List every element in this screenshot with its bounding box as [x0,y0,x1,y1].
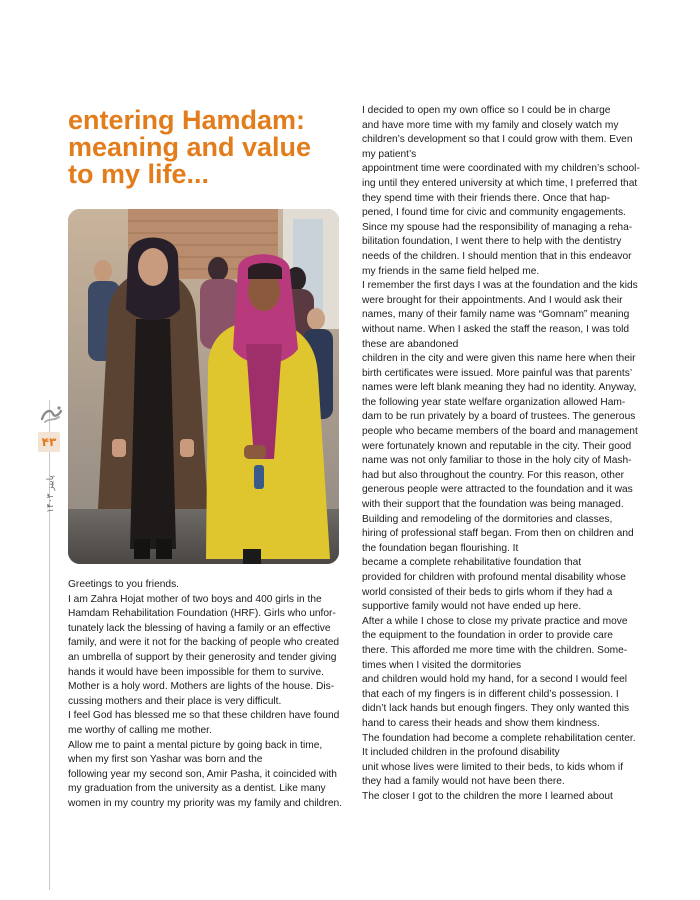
text-line: After a while I chose to close my private practice and move [362,615,628,627]
text-line: they spend time with their friends there. Once that hap- [362,192,611,204]
text-line: and children would hold my hand, for a second I would feel [362,674,628,686]
text-line: my graduation from the university as a dentist. Like many [68,783,326,795]
text-line: Mother is a holy word. Mothers are lights of the house. Dis- [68,681,335,693]
text-line: Since my spouse had the responsibility of managing a reha- [362,221,633,233]
issue-date: پاییز ۱۴۰۳ [46,475,56,513]
text-line: bilitation foundation, I went there to help with the dentistry [362,236,622,248]
text-line: the following year state welfare organization allowed Ham- [362,396,626,408]
text-line: family, and were it not for the backing of people who created [68,637,340,649]
title-line: entering Hamdam: [68,105,306,135]
text-line: the foundation began flourishing. It [362,542,519,554]
text-line: following year my second son, Amir Pasha, it coincided with [68,768,337,780]
title-line: to my life... [68,159,210,189]
text-line: my friends in the same field helped me. [362,265,540,277]
text-line: without name. When I asked the staff the reason, I was told [362,323,630,335]
text-line: tunately lack the blessing of having a family or an effective [68,622,331,634]
text-line: that each of my fingers is in different child’s possession. I [362,688,619,700]
text-line: I remember the first days I was at the foundation and the kids [362,280,638,292]
left-column [68,578,353,812]
text-line: with their support that the foundation was being managed. [362,499,624,511]
photo-of-women-at-foundation [68,209,339,564]
text-line: became a complete rehabilitative foundation that [362,557,582,569]
text-line: Building and remodeling of the dormitories and classes, [362,513,613,525]
text-line: world consisted of their beds to girls whom if they had a [362,586,613,598]
text-line: provided for children with profound mental disability whose [362,572,626,583]
text-line: names, many of their family name was “Gomnam” meaning [362,309,630,321]
text-line: me worthy of calling me mother. [68,724,212,736]
text-line: names were left blank meaning they had no identity. Anyway, [362,382,637,394]
text-line: an umbrella of support by their generosity and tender giving [68,651,337,663]
text-line: and have more time with my family and closely watch my [362,119,619,131]
text-line: The closer I got to the children the more I learned about [362,790,613,802]
page-number: ۴۳ [38,432,60,452]
text-line: unit whose lives were limited to their beds, to kids whom if [362,761,624,773]
article-photo [68,209,339,564]
text-line: generous people were attracted to the foundation and it was [362,484,633,496]
text-line: women in my country my priority was my family and children. [68,797,343,809]
text-line: I decided to open my own office so I could be in charge [362,105,611,116]
text-line: times when I visited the dormitories [362,659,522,671]
article-title [68,107,353,188]
text-line: The foundation had become a complete rehabilitation center. [362,732,636,744]
text-line: hiring of professional staff began. From then on children and [362,528,634,540]
title-line: meaning and value [68,132,312,162]
text-line: appointment time were coordinated with my children’s school- [362,163,640,175]
text-line: birth certificates were issued. More painful was that parents’ [362,367,633,379]
text-line: It included children in the profound disability [362,747,560,759]
text-line: people who became members of the board and management [362,426,638,438]
text-line: pened, I found time for civic and community engagements. [362,207,626,219]
text-line: children in the city and were given this name here when their [362,353,636,365]
text-line: when my first son Yashar was born and the [68,754,263,766]
text-line: I am Zahra Hojat mother of two boys and 400 girls in the [68,593,322,605]
text-line: they had a family would not have been there. [362,776,565,788]
text-line: ing until they entered university at which time, I preferred that [362,177,638,189]
text-line: children’s development so that I could grow with them. Even [362,134,633,146]
text-line: there. This afforded me more time with the children. Some- [362,644,628,656]
text-line: dam to be run privately by a board of trustees. The generous [362,411,636,423]
text-line: my patient’s [362,148,417,160]
text-line: I feel God has blessed me so that these children have found [68,710,340,722]
text-line: cussing mothers and their place is very difficult. [68,695,282,707]
text-line: needs of the children. I should mention that in this endeavor [362,250,632,262]
text-line: name was not only familiar to those in the holy city of Mash- [362,455,632,467]
text-line: hands it would have been impossible for them to survive. [68,666,324,678]
text-line: were brought for their appointments. And I would ask their [362,294,623,306]
text-line: supportive family would not have ended up here. [362,601,582,613]
text-line: these are abandoned [362,338,459,350]
text-line: didn’t lack hands but enough fingers. They only wanted this [362,703,630,715]
hamdam-magazine-logo-icon [39,404,65,426]
text-line: Greetings to you friends. [68,579,179,590]
right-column [362,104,662,805]
text-line: the equipment to the foundation in order to provide care [362,630,613,642]
text-line: were fortunately known and reputable in the city. Their good [362,440,632,452]
text-line: had but also throughout the country. For this reason, other [362,469,625,481]
text-line: hand to caress their heads and show them kindness. [362,717,600,729]
text-line: Allow me to paint a mental picture by going back in time, [68,739,323,751]
text-line: Hamdam Rehabilitation Foundation (HRF). Girls who unfor- [68,608,336,620]
